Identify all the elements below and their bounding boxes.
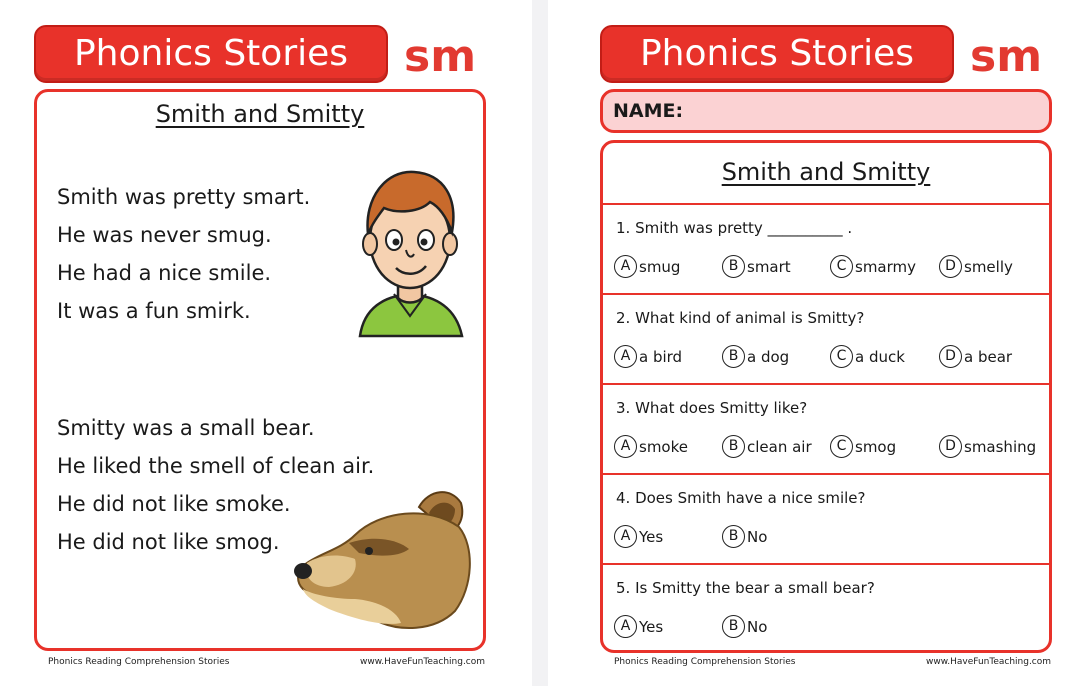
option-letter: A — [614, 435, 637, 458]
option-text: smelly — [964, 257, 1013, 276]
option-letter: C — [830, 255, 853, 278]
quiz-title: Smith and Smitty — [603, 143, 1049, 205]
option-c[interactable] — [830, 345, 905, 368]
option-letter: B — [722, 615, 745, 638]
question-2 — [603, 295, 1049, 385]
option-text: smart — [747, 257, 791, 276]
option-letter: C — [830, 345, 853, 368]
option-d[interactable] — [939, 345, 1012, 368]
option-text: smoke — [639, 437, 688, 456]
quiz-page — [548, 0, 1080, 686]
option-a[interactable] — [614, 255, 680, 278]
option-a[interactable] — [614, 525, 663, 548]
boy-illustration — [350, 158, 470, 348]
story-line: He did not like smog. — [57, 530, 280, 554]
option-d[interactable] — [939, 435, 1036, 458]
option-c[interactable] — [830, 255, 916, 278]
option-text: a bear — [964, 347, 1013, 366]
option-a[interactable] — [614, 345, 682, 368]
footer-series: Phonics Reading Comprehension Stories — [614, 657, 796, 667]
option-a[interactable] — [614, 435, 688, 458]
question-text: 3. What does Smitty like? — [616, 399, 808, 417]
quiz-box — [600, 140, 1052, 653]
option-b[interactable] — [722, 345, 789, 368]
stanza-1 — [57, 178, 310, 330]
option-text: a bird — [639, 347, 683, 366]
banner-title: Phonics Stories — [34, 25, 388, 83]
option-c[interactable] — [830, 435, 896, 458]
option-text: clean air — [747, 437, 812, 456]
phonics-sound: sm — [970, 31, 1043, 82]
option-text: smarmy — [855, 257, 917, 276]
option-letter: B — [722, 435, 745, 458]
banner-title: Phonics Stories — [600, 25, 954, 83]
option-letter: A — [614, 525, 637, 548]
question-5 — [603, 565, 1049, 652]
question-3 — [603, 385, 1049, 475]
option-letter: A — [614, 255, 637, 278]
question-4 — [603, 475, 1049, 565]
option-letter: D — [939, 345, 962, 368]
question-text: 1. Smith was pretty __________ . — [616, 219, 853, 237]
option-b[interactable] — [722, 615, 767, 638]
story-line: Smith was pretty smart. — [57, 185, 311, 209]
name-field[interactable] — [600, 89, 1052, 133]
bear-illustration — [289, 487, 474, 632]
option-letter: A — [614, 615, 637, 638]
option-text: a duck — [855, 347, 905, 366]
option-text: No — [747, 617, 768, 636]
option-b[interactable] — [722, 435, 812, 458]
option-text: smog — [855, 437, 897, 456]
story-line: He had a nice smile. — [57, 261, 272, 285]
question-text: 4. Does Smith have a nice smile? — [616, 489, 866, 507]
question-text: 2. What kind of animal is Smitty? — [616, 309, 865, 327]
footer-series: Phonics Reading Comprehension Stories — [48, 657, 230, 667]
option-text: Yes — [639, 617, 664, 636]
story-page — [0, 0, 532, 686]
story-line: Smitty was a small bear. — [57, 416, 315, 440]
option-a[interactable] — [614, 615, 663, 638]
story-line: It was a fun smirk. — [57, 299, 251, 323]
option-text: Yes — [639, 527, 664, 546]
phonics-sound: sm — [404, 31, 477, 82]
option-letter: B — [722, 255, 745, 278]
option-letter: D — [939, 255, 962, 278]
story-line: He liked the smell of clean air. — [57, 454, 375, 478]
option-letter: B — [722, 345, 745, 368]
option-letter: B — [722, 525, 745, 548]
option-text: smashing — [964, 437, 1037, 456]
option-d[interactable] — [939, 255, 1013, 278]
option-letter: C — [830, 435, 853, 458]
question-text: 5. Is Smitty the bear a small bear? — [616, 579, 875, 597]
story-line: He did not like smoke. — [57, 492, 291, 516]
option-text: a dog — [747, 347, 790, 366]
option-b[interactable] — [722, 255, 791, 278]
story-box — [34, 89, 486, 651]
option-b[interactable] — [722, 525, 767, 548]
option-letter: D — [939, 435, 962, 458]
story-title: Smith and Smitty — [155, 100, 365, 128]
footer-website[interactable]: www.HaveFunTeaching.com — [360, 657, 486, 667]
option-letter: A — [614, 345, 637, 368]
question-1 — [603, 205, 1049, 295]
footer-website[interactable]: www.HaveFunTeaching.com — [926, 657, 1052, 667]
story-line: He was never smug. — [57, 223, 272, 247]
name-label: NAME: — [613, 100, 684, 122]
option-text: No — [747, 527, 768, 546]
option-text: smug — [639, 257, 681, 276]
